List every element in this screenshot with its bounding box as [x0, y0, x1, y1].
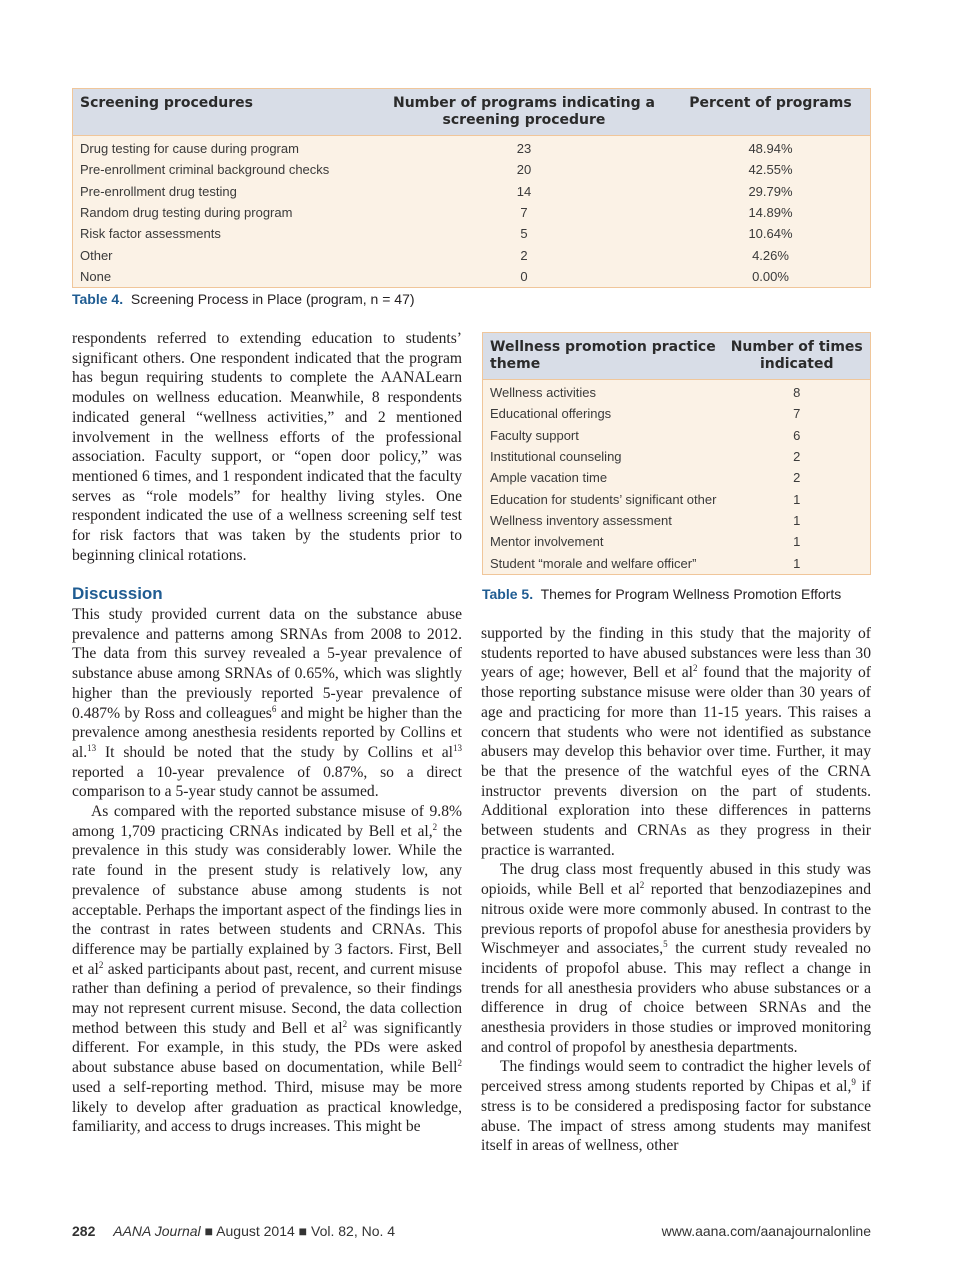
- table4-cell: 0: [520, 268, 528, 284]
- table-5-grid: [482, 332, 871, 575]
- table5-cell: 1: [793, 555, 801, 571]
- table5-cell: Mentor involvement: [490, 534, 604, 550]
- discussion-heading: Discussion: [72, 584, 163, 603]
- table4-row: [73, 202, 871, 223]
- table-4-grid: [72, 88, 871, 288]
- table4-cell: 23: [516, 141, 532, 157]
- right-paragraph-2: The drug class most frequently abused in this study was opioids, while Bell et $al^2$ reported that benzodiazepines and nitrous oxide were more commonly abused. In contrast to the previous reports of propofol abuse for anesthesia providers by Wischmeyer and associates,$^5$ the current study revealed no incidents of propofol abuse. This may reflect a change in trends for all anesthesia providers who abuse substances or a difference in drug of choice between SRNAs and the anesthesia providers in those studies or improved monitoring and control of propofol by anesthesia departments.: [481, 861, 871, 1056]
- table4-cell: 5: [520, 226, 528, 242]
- discussion-paragraph-2: As compared with the reported substance misuse of 9.8% among 1,709 practicing CRNAs indicated by Bell et al,$^2$ the prevalence in this study was considerably lower. While the rate found in the present study is relatively low, any prevalence of substance abuse among students is not acceptable. Perhaps the important aspect of the findings lies in the contrast in rates between students and CRNAs. This difference may be partially explained by 3 factors. First, Bell et $al^2$ asked participants about past, recent, and current misuse rather than defining a period of prevalence, so their findings may not represent current misuse. Second, the data collection method between this study and Bell et $al^2$ was significantly different. For example, in this study, the PDs were asked about substance abuse based on documentation, while Bell$^2$ used a self-reporting method. Third, misuse may be more likely to develop after graduation as practical knowledge, familiarity, and access to drugs increases. This might be: [72, 803, 463, 1136]
- table5-row: [483, 425, 871, 446]
- table-4-header-row: [73, 89, 871, 136]
- table5-row: [483, 403, 871, 424]
- right-paragraph-3: The findings would seem to contradict the higher levels of perceived stress among students reported by Chipas et al,$^9$ if stress is to be considered a predisposing factor for substance abuse. The impact of stress among students may manifest itself in areas of wellness, other: [481, 1058, 871, 1155]
- intro-paragraph: respondents referred to extending education to students’ significant others. One respondent indicated that the program has begun requiring students to complete the AANALearn modules on wellness education. Meanwhile, 8 respondents indicated general “wellness activities,” and 2 mentioned involvement in the wellness efforts of the professional association. Faculty support, or “open door policy,” was mentioned 6 times, and 1 respondent indicated that the faculty serves as “role models” for healthy living styles. One respondent indicated the use of a wellness screening self test for risk factors that was taken by the students prior to beginning clinical rotations.: [72, 330, 462, 564]
- table4-cell: 42.55%: [748, 162, 793, 178]
- table5-cell: 1: [793, 512, 801, 528]
- table5-row: [483, 552, 871, 574]
- table5-row: [483, 446, 871, 467]
- table4-cell: Random drug testing during program: [80, 205, 293, 221]
- table-4-header-number: Number of programs indicating a screening procedure: [377, 89, 671, 136]
- table4-cell: Risk factor assessments: [80, 226, 221, 242]
- table-5-header-count: Number of times indicated: [723, 333, 870, 380]
- table5-cell: 1: [793, 491, 801, 507]
- table5-cell: Student “morale and welfare officer”: [490, 555, 697, 571]
- table4-cell: 20: [516, 162, 532, 178]
- table5-cell: 2: [793, 470, 801, 486]
- discussion-paragraph-1: This study provided current data on the substance abuse prevalence and patterns among SRNAs from 2008 to 2012. The data from this survey revealed a 5-year prevalence of substance abuse among SRNAs of 0.65%, which was slightly higher than the previously reported 5-year prevalence of 0.487% by Ross and colleagues$^6$ and might be higher than the prevalence among anesthesia residents reported by Collins et al.$^{13}$ It should be noted that the study by Collins et $al^{13}$ reported a 10-year prevalence of 0.87%, so a direct comparison to a 5-year study cannot be assumed.: [72, 606, 463, 801]
- table5-cell: 1: [793, 534, 801, 550]
- table-4-header-percent: Percent of programs: [671, 89, 871, 136]
- table4-cell: Other: [80, 247, 113, 263]
- table-5-caption-text: Themes for Program Wellness Promotion Efforts: [540, 586, 842, 602]
- table5-cell: 8: [793, 385, 801, 401]
- table-5-header-theme: Wellness promotion practice theme: [483, 333, 724, 380]
- table4-cell: 29.79%: [748, 183, 793, 199]
- table4-cell: 4.26%: [752, 247, 789, 263]
- table5-cell: 7: [793, 406, 801, 422]
- table-4: [72, 88, 871, 288]
- table5-row: [483, 531, 871, 552]
- discussion-section: [72, 583, 462, 1137]
- table4-cell: 10.64%: [748, 226, 793, 242]
- table5-row: [483, 380, 871, 404]
- table5-cell: Faculty support: [490, 427, 579, 443]
- table-5: [482, 332, 871, 575]
- table5-row: [483, 467, 871, 488]
- table4-cell: Pre-enrollment criminal background checks: [80, 162, 330, 178]
- left-column: [72, 329, 462, 565]
- separator: ■: [298, 1223, 308, 1239]
- table-5-caption-label: Table 5.: [482, 586, 534, 602]
- table-4-header-procedures: Screening procedures: [73, 89, 378, 136]
- separator: ■: [204, 1223, 214, 1239]
- table5-cell: Wellness inventory assessment: [490, 512, 672, 528]
- table5-cell: 2: [793, 449, 801, 465]
- table-5-body: [483, 380, 871, 575]
- table-5-caption: [482, 586, 841, 602]
- table4-cell: 48.94%: [748, 141, 793, 157]
- table5-cell: Educational offerings: [490, 406, 612, 422]
- table4-cell: None: [80, 268, 112, 284]
- page-number: 282: [72, 1223, 96, 1239]
- table4-cell: 7: [520, 205, 528, 221]
- table4-cell: 2: [520, 247, 528, 263]
- right-column: [481, 624, 871, 1156]
- table5-row: [483, 488, 871, 509]
- table-4-body: [73, 136, 871, 288]
- table-4-caption-label: Table 4.: [72, 291, 124, 307]
- table-5-header-row: [483, 333, 871, 380]
- right-paragraph-1: supported by the finding in this study that the majority of students reported to have abused substances were less than 30 years of age; however, Bell et $al^2$ found that the majority of those reporting substance misuse were older than 30 years of age and practicing for more than 11-15 years. This raises a concern that students who were not identified as substance abusers may develop this behavior over time. Further, it may be that the presence of the watchful eyes of the CRNA instructor prevents diversion on the part of students. Additional exploration into these differences in patterns between students and CRNAs as they progress in their practice is warranted.: [481, 625, 871, 859]
- table4-row: [73, 181, 871, 202]
- table4-cell: Pre-enrollment drug testing: [80, 183, 237, 199]
- table4-row: [73, 266, 871, 288]
- table5-cell: 6: [793, 427, 801, 443]
- volume: Vol. 82, No. 4: [311, 1223, 396, 1239]
- footer-left: [72, 1223, 395, 1239]
- table4-cell: Drug testing for cause during program: [80, 141, 299, 157]
- table5-cell: Wellness activities: [490, 385, 596, 401]
- footer-url[interactable]: www.aana.com/aanajournalonline: [661, 1223, 871, 1239]
- table4-row: [73, 159, 871, 180]
- issue-date: August 2014: [216, 1223, 295, 1239]
- table5-cell: Ample vacation time: [490, 470, 608, 486]
- table4-cell: 0.00%: [752, 268, 789, 284]
- journal-name: AANA Journal: [113, 1223, 201, 1239]
- table4-cell: 14.89%: [748, 205, 793, 221]
- table5-row: [483, 510, 871, 531]
- table5-cell: Institutional counseling: [490, 449, 622, 465]
- table4-row: [73, 244, 871, 265]
- table4-row: [73, 136, 871, 160]
- table5-cell: Education for students’ significant other: [490, 491, 717, 507]
- table-4-caption-text: Screening Process in Place (program, n = 47): [130, 291, 415, 307]
- table4-cell: 14: [516, 183, 532, 199]
- table4-row: [73, 223, 871, 244]
- table-4-caption: [72, 291, 415, 307]
